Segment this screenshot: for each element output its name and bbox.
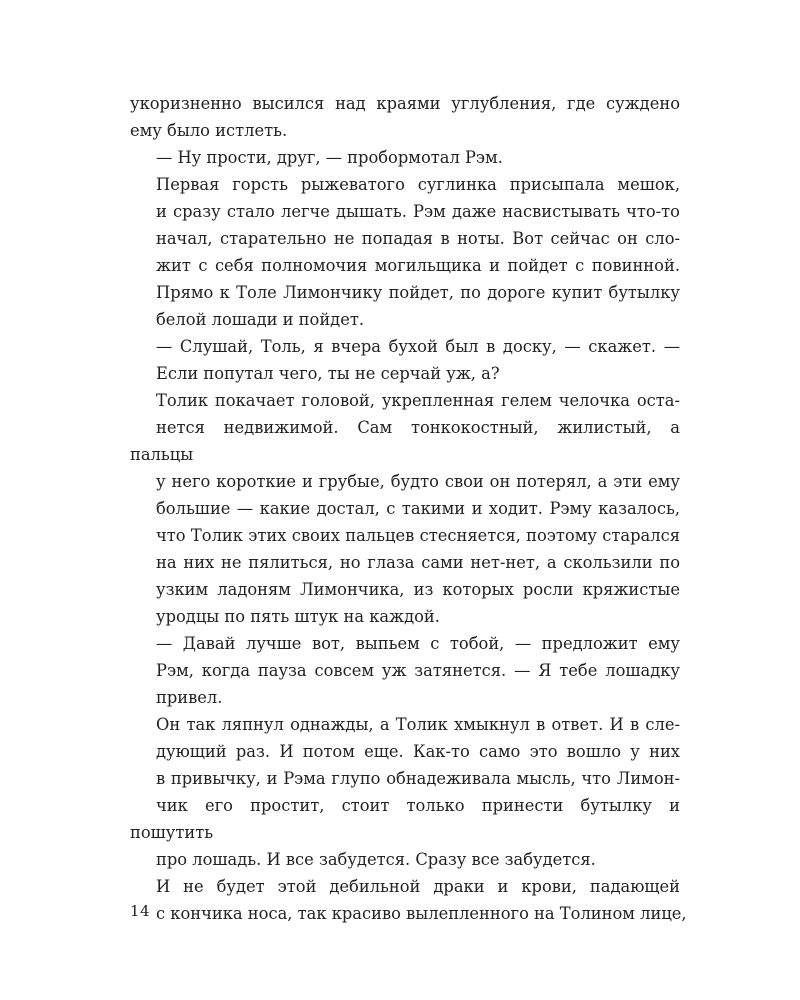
text-line: жит с себя полномочия могильщика и пойдет с повинной. (156, 256, 680, 275)
text-line: Толик покачает головой, укрепленная гелем челочка оста- (156, 391, 680, 410)
text-line: Если попутал чего, ты не серчай уж, а? (156, 364, 500, 383)
text-line: И не будет этой дебильной драки и крови, падающей (156, 877, 680, 896)
text-line: нется недвижимой. Сам тонкокостный, жилистый, а пальцы (130, 418, 680, 464)
text-line: чик его простит, стоит только принести бутылку и пошутить (130, 796, 680, 842)
paragraph (130, 711, 680, 873)
text-line: Первая горсть рыжеватого суглинка присыпала мешок, (156, 175, 680, 194)
text-line: начал, старательно не попадая в ноты. Вот сейчас он сло- (156, 229, 680, 248)
text-line: ему было истлеть. (130, 121, 288, 140)
text-line: на них не пялиться, но глаза сами нет-нет, а скользили по (156, 553, 680, 572)
text-line: Прямо к Толе Лимончику пойдет, по дороге купит бутылку (156, 283, 680, 302)
paragraph (130, 630, 680, 711)
paragraph (130, 333, 680, 387)
text-line: белой лошади и пойдет. (156, 310, 365, 329)
text-line: Он так ляпнул однажды, а Толик хмыкнул в ответ. И в сле- (156, 715, 680, 734)
text-line: укоризненно высился над краями углубления, где суждено (130, 94, 680, 113)
text-line: — Ну прости, друг, — пробормотал Рэм. (156, 148, 503, 167)
paragraph (130, 387, 680, 630)
paragraph (130, 90, 680, 144)
text-line: дующий раз. И потом еще. Как-то само это вошло у них (156, 742, 680, 761)
text-line: уродцы по пять штук на каждой. (156, 607, 440, 626)
text-line: у него короткие и грубые, будто свои он потерял, а эти ему (156, 472, 680, 491)
text-line: что Толик этих своих пальцев стесняется, поэтому старался (156, 526, 680, 545)
text-line: большие — какие достал, с такими и ходит. Рэму казалось, (156, 499, 680, 518)
text-line: — Давай лучше вот, выпьем с тобой, — предложит ему (156, 634, 680, 653)
text-line: привел. (156, 688, 223, 707)
paragraph (130, 144, 680, 171)
text-line: про лошадь. И все забудется. Сразу все забудется. (156, 850, 596, 869)
text-line: — Слушай, Толь, я вчера бухой был в доску, — скажет. — (156, 337, 680, 356)
text-line: в привычку, и Рэма глупо обнадеживала мысль, что Лимон- (156, 769, 680, 788)
paragraph (130, 873, 687, 927)
text-line: и сразу стало легче дышать. Рэм даже насвистывать что-то (156, 202, 680, 221)
paragraph (130, 171, 680, 333)
page-body-text (130, 90, 687, 927)
text-line: с кончика носа, так красиво вылепленного на Толином лице, (156, 904, 687, 923)
page-number: 14 (130, 902, 151, 920)
text-line: Рэм, когда пауза совсем уж затянется. — Я тебе лошадку (156, 661, 680, 680)
text-line: узким ладоням Лимончика, из которых росли кряжистые (156, 580, 680, 599)
